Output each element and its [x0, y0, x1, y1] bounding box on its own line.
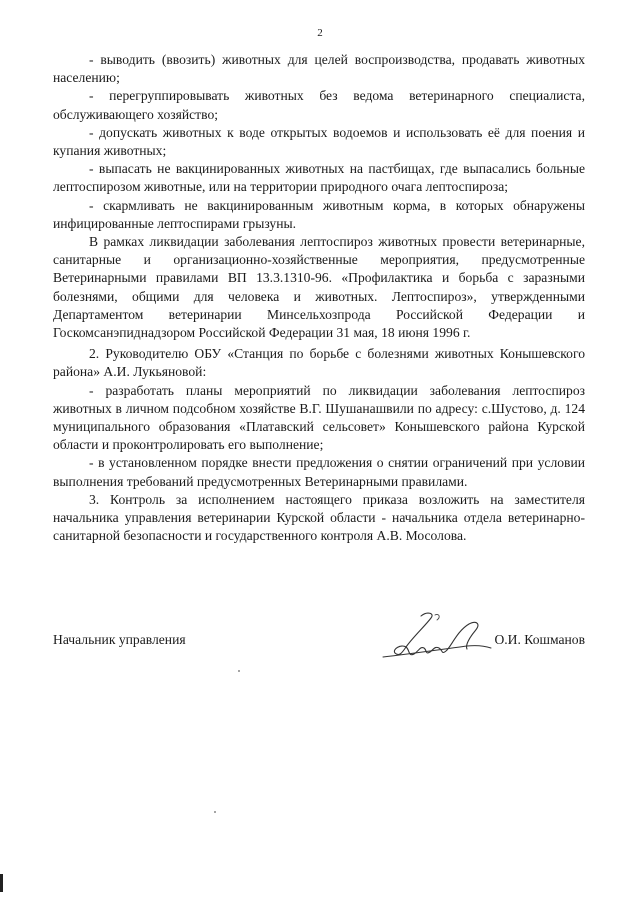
item-3-control: 3. Контроль за исполнением настоящего приказа возложить на заместителя начальника управления ветеринарии Курской области - начальника отдела ветеринарно-санитарной безопасности и государственного контроля А.В. Мосолова.: [53, 491, 585, 544]
ban-infected-feed: - скармливать не вакцинированным животным корма, в которых обнаружены инфицированные лептоспирами грызуны.: [53, 197, 585, 231]
ban-breeding-sale: - выводить (ввозить) животных для целей воспроизводства, продавать животных населению;: [53, 52, 585, 86]
page-number: 2: [317, 27, 323, 39]
item-2-heading: 2. Руководителю ОБУ «Станция по борьбе с болезнями животных Конышевского района» А.И. Лукьяновой:: [53, 346, 585, 380]
signer-name: О.И. Кошманов: [494, 632, 585, 647]
item-2-develop-plans: - разработать планы мероприятий по ликвидации заболевания лептоспироз животных в личном подсобном хозяйстве В.Г. Шушанашвили по адресу: с.Шустово, д. 124 муниципального образования «Платавский сельсовет» Конышевского района Курской области и проконтролировать его выполнение;: [53, 382, 585, 453]
scan-speck: [238, 670, 240, 672]
scan-speck: [214, 811, 216, 813]
ban-grazing: - выпасать не вакцинированных животных на пастбищах, где выпасались больные лептоспирозом животные, или на территории природного очага лептоспироза;: [53, 161, 585, 195]
signature-block: [53, 632, 585, 684]
document-body: [53, 51, 585, 545]
signer-position: Начальник управления: [53, 632, 186, 647]
liquidation-measures: В рамках ликвидации заболевания лептоспироз животных провести ветеринарные, санитарные и организационно-хозяйственные мероприятия, предусмотренные Ветеринарными правилами ВП 13.3.1310-96. «Профилактика и борьба с заразными болезнями, общими для человека и животных. Лептоспироз», утвержденными Департаментом ветеринарии Минсельхозпрода Российской Федерации и Госкомсанэпиднадзором Российской Федерации 31 мая, 18 июня 1996 г.: [53, 234, 585, 341]
scan-margin-mark: [0, 874, 3, 892]
ban-open-water: - допускать животных к воде открытых водоемов и использовать её для поения и купания животных;: [53, 124, 585, 159]
ban-regrouping: - перегруппировывать животных без ведома ветеринарного специалиста, обслуживающего хозяйство;: [53, 88, 585, 122]
item-2-lift-restrictions: - в установленном порядке внести предложения о снятии ограничений при условии выполнения требований предусмотренных Ветеринарными правилами.: [53, 455, 585, 489]
handwritten-signature: [375, 607, 495, 667]
